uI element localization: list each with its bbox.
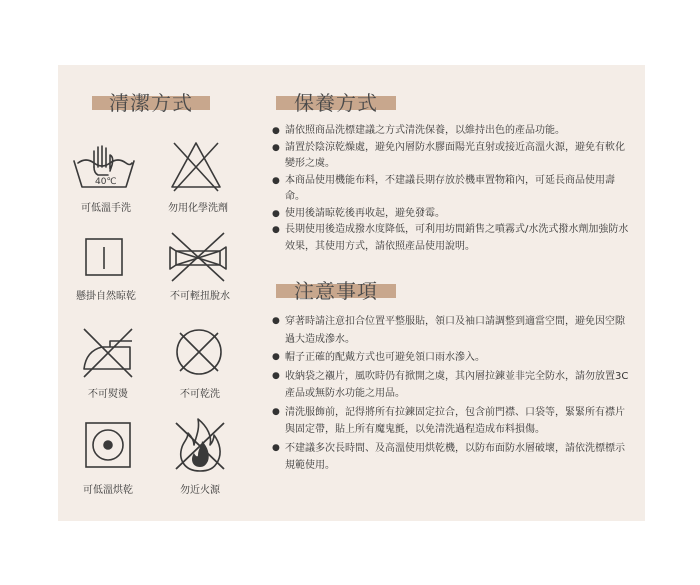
maintenance-heading: 保養方式 [276, 93, 396, 113]
list-item: ● 使用後請晾乾後再收起，避免發霉。 [272, 206, 632, 223]
care-method-heading: 清潔方式 [92, 93, 210, 113]
keep-away-from-fire-icon [172, 417, 236, 473]
list-item: ● 本商品使用機能布料，不建議長期存放於機車置物箱內，可延長商品使用壽命。 [272, 173, 632, 206]
list-item: ● 請置於陰涼乾燥處，避免內層防水膠面陽光直射或接近高溫火源，避免有軟化變形之虞。 [272, 140, 632, 173]
notes-list [272, 313, 632, 476]
drip-dry-label: 懸掛自然晾乾 [76, 291, 136, 302]
no-iron-icon [80, 325, 144, 381]
drip-dry-icon [82, 235, 146, 291]
no-bleach-icon [168, 137, 232, 193]
list-item: ● 請依照商品洗標建議之方式清洗保養，以維持出色的產品功能。 [272, 123, 632, 140]
no-iron-label: 不可熨燙 [88, 389, 128, 400]
keep-away-from-fire-label: 勿近火源 [180, 485, 220, 496]
list-item: ● 穿著時請注意扣合位置平整服貼，領口及袖口請調整到適當空間，避免因空隙過大造成滲水。 [272, 313, 632, 348]
tumble-dry-low-label: 可低溫烘乾 [83, 485, 133, 496]
hand-wash-label: 可低溫手洗 [81, 203, 131, 214]
care-instructions-panel [58, 65, 645, 521]
no-dry-clean-icon [172, 325, 236, 381]
no-dry-clean-label: 不可乾洗 [180, 389, 220, 400]
hand-wash-icon [72, 143, 136, 199]
svg-text:40℃: 40℃ [95, 177, 117, 187]
maintenance-list [272, 123, 632, 255]
tumble-dry-low-icon [84, 421, 148, 477]
list-item: ● 長期使用後造成撥水度降低，可利用坊間銷售之噴霧式/水洗式撥水劑加強防水效果，其使用方式，請依照產品使用說明。 [272, 222, 632, 255]
list-item: ● 帽子正確的配戴方式也可避免領口雨水滲入。 [272, 349, 632, 367]
no-wring-icon [168, 231, 232, 287]
notes-heading: 注意事項 [276, 281, 396, 301]
no-bleach-label: 勿用化學洗劑 [168, 203, 228, 214]
no-wring-label: 不可輕扭脫水 [170, 291, 230, 302]
list-item: ● 收納袋之襯片，風吹時仍有掀開之虞，其內層拉鍊並非完全防水，請勿放置3C產品或無防水功能之用品。 [272, 368, 632, 403]
list-item: ● 不建議多次長時間、及高溫使用烘乾機，以防布面防水層破壞，請依洗標標示規範使用。 [272, 440, 632, 475]
list-item: ● 清洗服飾前，記得將所有拉鍊固定拉合，包含前門襟、口袋等，緊緊所有襟片與固定帶，貼上所有魔鬼氈，以免清洗過程造成布料損傷。 [272, 404, 632, 439]
